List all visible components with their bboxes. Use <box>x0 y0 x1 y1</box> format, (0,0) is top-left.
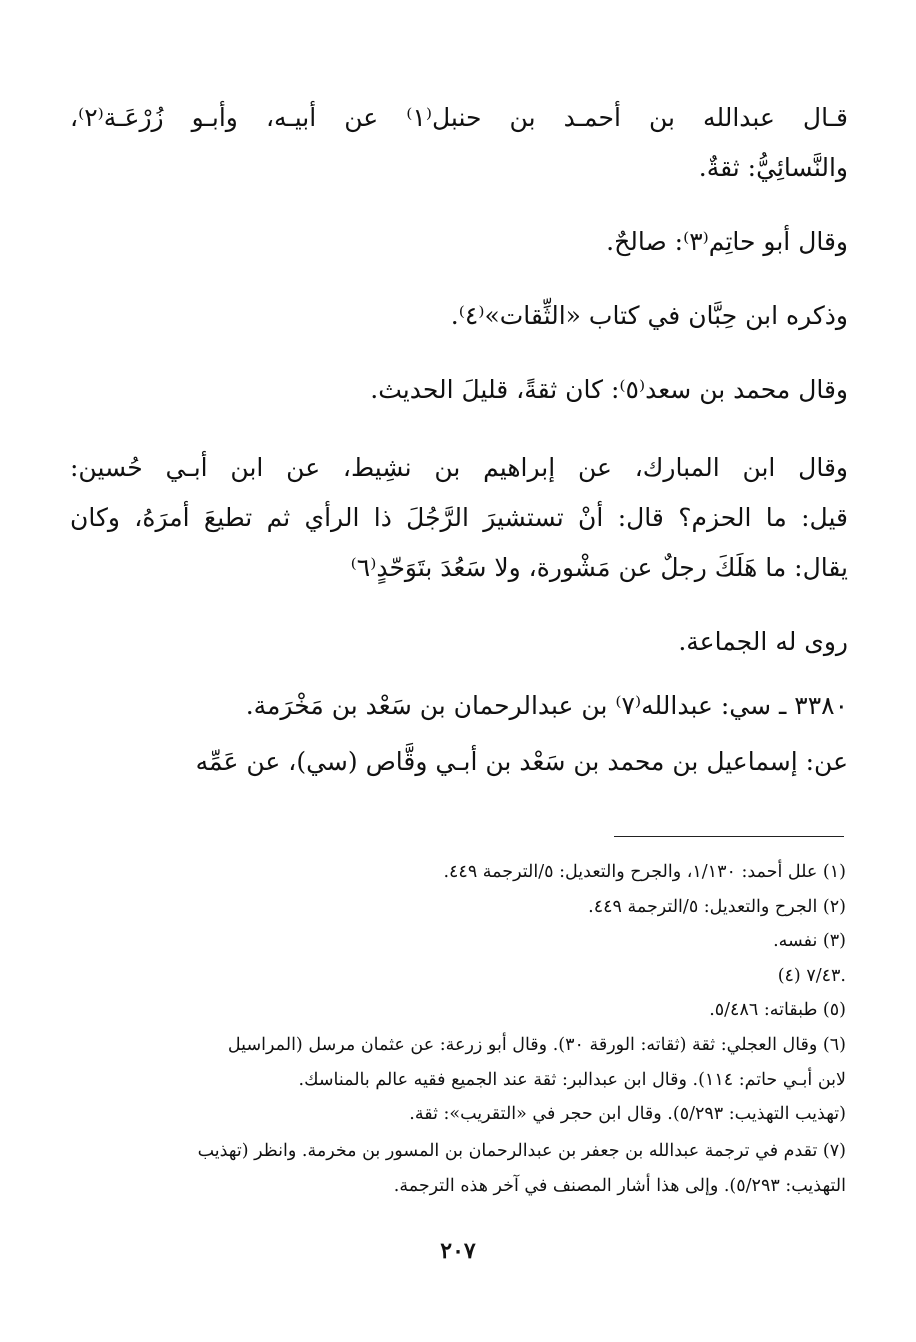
entry-heading: ٣٣٨٠ ـ سي: عبدالله⁽٧⁾ بن عبدالرحمان بن سَعْد بن مَخْرَمة. <box>245 691 848 720</box>
main-line: روى له الجماعة. <box>678 627 848 656</box>
main-line: قيل: ما الحزم؟ قال: أنْ تستشيرَ الرَّجُلَ ذا الرأي ثم تطيعَ أمرَهُ، وكان <box>70 503 848 532</box>
main-line: وقال محمد بن سعد⁽٥⁾: كان ثقةً، قليلَ الحديث. <box>370 375 848 404</box>
main-line: وذكره ابن حِبَّان في كتاب «الثِّقات»⁽٤⁾. <box>450 301 848 330</box>
footnote-continuation: (تهذيب التهذيب: ٥/٢٩٣). وقال ابن حجر في «التقريب»: ثقة. <box>409 1104 846 1124</box>
footnote-separator <box>614 836 844 837</box>
main-line: وقال ابن المبارك، عن إبراهيم بن نشِيط، عن ابن أبـي حُسين: <box>70 453 848 482</box>
footnote-continuation: لابن أبـي حاتم: ١١٤). وقال ابن عبدالبر: ثقة عند الجميع فقيه عالم بالمناسك. <box>298 1070 846 1090</box>
footnote: (٣) نفسه. <box>773 931 846 951</box>
footnote: (١) علل أحمد: ١/١٣٠، والجرح والتعديل: ٥/الترجمة ٤٤٩. <box>443 862 846 882</box>
footnote-continuation: التهذيب: ٥/٢٩٣). وإلى هذا أشار المصنف في آخر هذه الترجمة. <box>393 1176 846 1196</box>
main-line: وقال أبو حاتِم⁽٣⁾: صالحٌ. <box>606 227 848 256</box>
main-line: والنَّسائِيُّ: ثقةٌ. <box>698 153 848 182</box>
footnote: (٧) تقدم في ترجمة عبدالله بن جعفر بن عبدالرحمان بن المسور بن مخرمة. وانظر (تهذيب <box>197 1141 846 1161</box>
footnote: (٥) طبقاته: ٥/٤٨٦. <box>709 1000 846 1020</box>
footnote: (٦) وقال العجلي: ثقة (ثقاته: الورقة ٣٠). وقال أبو زرعة: عن عثمان مرسل (المراسيل <box>227 1035 846 1055</box>
main-line: يقال: ما هَلَكَ رجلٌ عن مَشْورة، ولا سَعُدَ بتَوَحّدٍ⁽٦⁾ <box>350 553 848 582</box>
main-line: عن: إسماعيل بن محمد بن سَعْد بن أبـي وقَّاص (سي)، عن عَمِّه <box>195 747 848 776</box>
main-line: قـال عبدالله بن أحمـد بن حنبل⁽١⁾ عن أبيـه، وأبـو زُرْعَـة⁽٢⁾، <box>70 103 848 132</box>
footnote: (٤) ٧/٤٣. <box>777 966 846 986</box>
page-number: ٢٠٧ <box>440 1238 476 1264</box>
footnote: (٢) الجرح والتعديل: ٥/الترجمة ٤٤٩. <box>588 897 846 917</box>
